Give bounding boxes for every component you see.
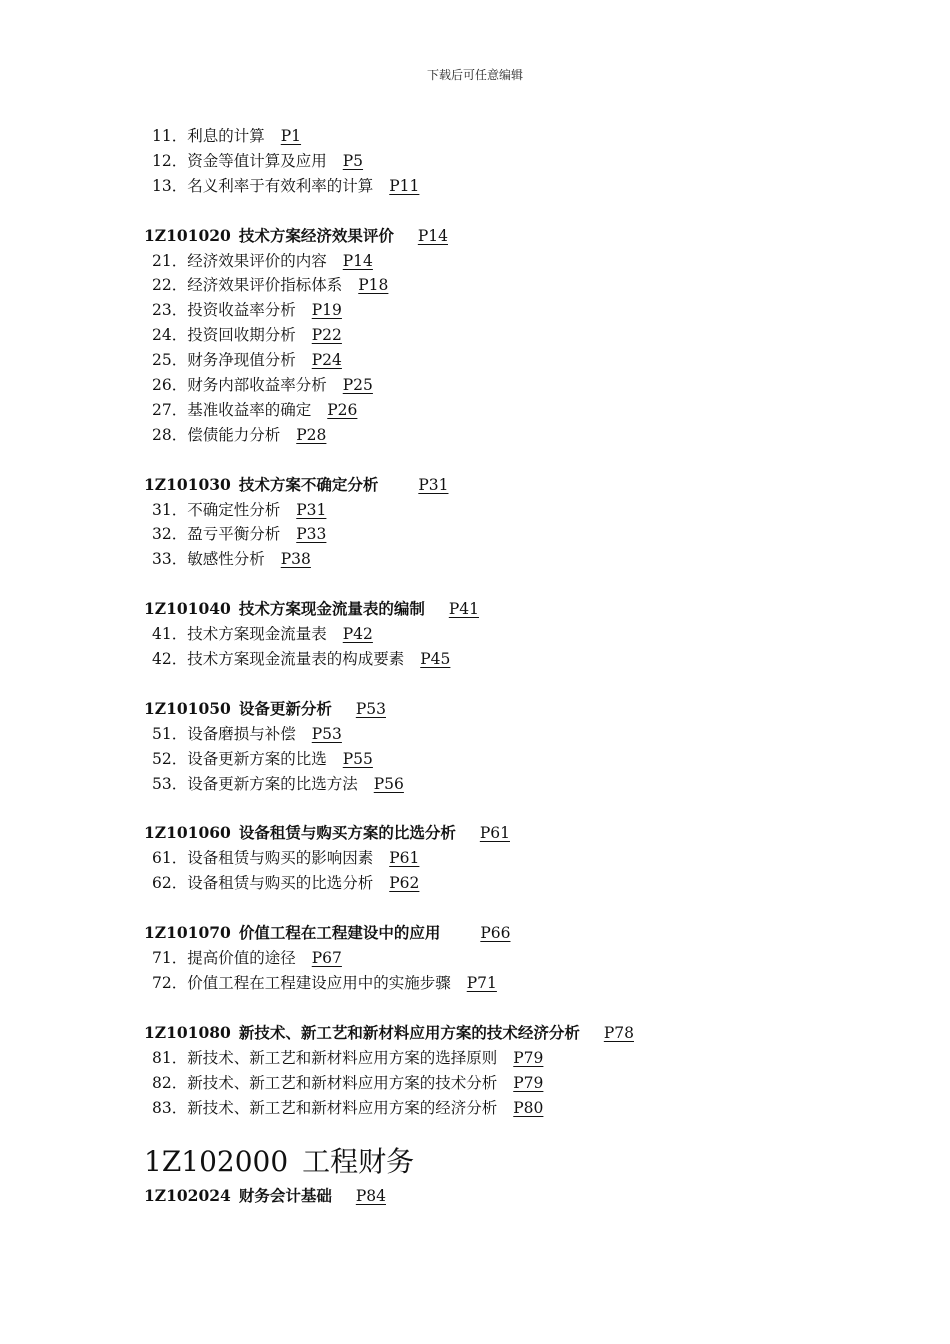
list-item [144, 747, 904, 772]
list-item [144, 174, 904, 199]
section-code: 1Z102024 [144, 1186, 231, 1206]
section-code: 1Z101080 [144, 1022, 231, 1042]
page-link[interactable]: P14 [417, 226, 448, 245]
page-link[interactable]: P62 [389, 874, 420, 893]
list-item [144, 273, 904, 298]
section-title: 设备租赁与购买方案的比选分析 [238, 823, 456, 843]
item-number: 22． [152, 276, 188, 295]
page-link[interactable]: P33 [296, 525, 327, 544]
page-link[interactable]: P61 [389, 849, 420, 868]
section-title: 技术方案不确定分析 [238, 474, 379, 494]
list-item [144, 1046, 904, 1071]
page-link[interactable]: P18 [358, 276, 389, 295]
list-item [144, 298, 904, 323]
section-heading [144, 921, 904, 946]
item-number: 62． [152, 874, 188, 893]
list-item [144, 846, 904, 871]
list-item [144, 249, 904, 274]
item-number: 28． [152, 425, 188, 444]
item-title: 名义利率于有效利率的计算 [187, 176, 374, 195]
list-item [144, 398, 904, 423]
item-number: 31． [152, 500, 188, 519]
item-title: 设备更新方案的比选 [187, 749, 327, 768]
item-title: 价值工程在工程建设应用中的实施步骤 [187, 973, 451, 992]
page-link[interactable]: P41 [448, 600, 479, 619]
page-link[interactable]: P71 [466, 973, 497, 992]
item-number: 53． [152, 774, 188, 793]
item-title: 财务内部收益率分析 [187, 376, 327, 395]
page-link[interactable]: P38 [280, 550, 311, 569]
item-number: 61． [152, 849, 188, 868]
list-item [144, 498, 904, 523]
list-item [144, 423, 904, 448]
item-title: 设备租赁与购买的影响因素 [187, 849, 374, 868]
section-code: 1Z101060 [144, 823, 231, 843]
item-number: 27． [152, 400, 188, 419]
item-title: 技术方案现金流量表 [187, 625, 327, 644]
item-number: 72． [152, 973, 188, 992]
page-link[interactable]: P78 [603, 1023, 634, 1042]
section-code: 1Z101030 [144, 474, 231, 494]
page-link[interactable]: P24 [311, 351, 342, 370]
list-item [144, 772, 904, 797]
list-item [144, 323, 904, 348]
page-link[interactable]: P80 [513, 1098, 544, 1117]
item-title: 敏感性分析 [187, 550, 265, 569]
section-heading [144, 224, 904, 249]
list-item [144, 1071, 904, 1096]
section-heading [144, 1184, 904, 1209]
item-title: 基准收益率的确定 [187, 400, 312, 419]
page-link[interactable]: P55 [342, 749, 373, 768]
page-link[interactable]: P26 [327, 400, 358, 419]
section-title: 价值工程在工程建设中的应用 [238, 923, 441, 943]
page-link[interactable]: P5 [342, 151, 364, 170]
item-number: 25． [152, 351, 188, 370]
page-link[interactable]: P66 [480, 924, 511, 943]
list-item [144, 722, 904, 747]
list-item [144, 971, 904, 996]
page-link[interactable]: P79 [513, 1073, 544, 1092]
page-link[interactable]: P67 [311, 949, 342, 968]
item-title: 经济效果评价指标体系 [187, 276, 343, 295]
page-link[interactable]: P56 [373, 774, 404, 793]
item-number: 52． [152, 749, 188, 768]
item-title: 偿债能力分析 [187, 425, 281, 444]
item-number: 41． [152, 625, 188, 644]
page-link[interactable]: P53 [355, 699, 386, 718]
page-link[interactable]: P45 [420, 650, 451, 669]
page-link[interactable]: P22 [311, 326, 342, 345]
item-title: 投资回收期分析 [187, 326, 296, 345]
item-title: 新技术、新工艺和新材料应用方案的经济分析 [187, 1098, 498, 1117]
item-title: 新技术、新工艺和新材料应用方案的技术分析 [187, 1073, 498, 1092]
chapter-code: 1Z102000 [144, 1145, 289, 1179]
section-heading [144, 597, 904, 622]
list-item [144, 373, 904, 398]
list-item [144, 647, 904, 672]
item-number: 24． [152, 326, 188, 345]
page-link[interactable]: P31 [296, 500, 327, 519]
table-of-contents [144, 124, 904, 1209]
section-heading [144, 821, 904, 846]
page-link[interactable]: P31 [418, 475, 449, 494]
section-title: 技术方案现金流量表的编制 [238, 599, 425, 619]
item-title: 盈亏平衡分析 [187, 525, 281, 544]
section-heading [144, 697, 904, 722]
item-number: 13． [152, 176, 188, 195]
section-heading [144, 1021, 904, 1046]
page-link[interactable]: P53 [311, 724, 342, 743]
item-title: 提高价值的途径 [187, 949, 296, 968]
list-item [144, 124, 904, 149]
item-number: 71． [152, 949, 188, 968]
page-link[interactable]: P42 [342, 625, 373, 644]
item-title: 设备磨损与补偿 [187, 724, 296, 743]
page-link[interactable]: P28 [296, 425, 327, 444]
item-title: 不确定性分析 [187, 500, 281, 519]
item-number: 81． [152, 1048, 188, 1067]
list-item [144, 871, 904, 896]
item-title: 投资收益率分析 [187, 301, 296, 320]
item-number: 83． [152, 1098, 188, 1117]
chapter-heading [144, 1140, 904, 1184]
list-item [144, 1096, 904, 1121]
list-item [144, 547, 904, 572]
page-link[interactable]: P61 [479, 824, 510, 843]
item-number: 23． [152, 301, 188, 320]
section-title: 新技术、新工艺和新材料应用方案的技术经济分析 [238, 1022, 580, 1042]
page-link[interactable]: P84 [355, 1187, 386, 1206]
list-item [144, 946, 904, 971]
section-heading [144, 473, 904, 498]
section-code: 1Z101050 [144, 698, 231, 718]
item-title: 技术方案现金流量表的构成要素 [187, 650, 405, 669]
item-number: 26． [152, 376, 188, 395]
item-title: 经济效果评价的内容 [187, 251, 327, 270]
list-item [144, 522, 904, 547]
section-title: 设备更新分析 [238, 698, 332, 718]
page-link[interactable]: P11 [389, 176, 420, 195]
item-title: 利息的计算 [187, 127, 265, 145]
item-number: 33． [152, 550, 188, 569]
item-title: 财务净现值分析 [187, 351, 296, 370]
section-title: 财务会计基础 [238, 1186, 332, 1206]
page-link[interactable]: P25 [342, 376, 373, 395]
section-title: 技术方案经济效果评价 [238, 225, 394, 245]
list-item [144, 149, 904, 174]
item-number: 51． [152, 724, 188, 743]
chapter-title: 工程财务 [302, 1145, 415, 1179]
item-title: 资金等值计算及应用 [187, 151, 327, 170]
item-number: 42． [152, 650, 188, 669]
section-code: 1Z101070 [144, 923, 231, 943]
list-item [144, 622, 904, 647]
page-link[interactable]: P79 [513, 1048, 544, 1067]
page-link[interactable]: P19 [311, 301, 342, 320]
page-header: 下载后可任意编辑 [426, 68, 523, 82]
section-code: 1Z101040 [144, 599, 231, 619]
list-item [144, 348, 904, 373]
item-title: 新技术、新工艺和新材料应用方案的选择原则 [187, 1048, 498, 1067]
section-code: 1Z101020 [144, 225, 231, 245]
item-number: 82． [152, 1073, 188, 1092]
item-number: 11． [152, 127, 188, 145]
item-number: 21． [152, 251, 188, 270]
item-number: 12． [152, 151, 188, 170]
page-link[interactable]: P14 [342, 251, 373, 270]
item-title: 设备更新方案的比选方法 [187, 774, 358, 793]
item-number: 32． [152, 525, 188, 544]
page-link[interactable]: P1 [280, 127, 302, 145]
item-title: 设备租赁与购买的比选分析 [187, 874, 374, 893]
